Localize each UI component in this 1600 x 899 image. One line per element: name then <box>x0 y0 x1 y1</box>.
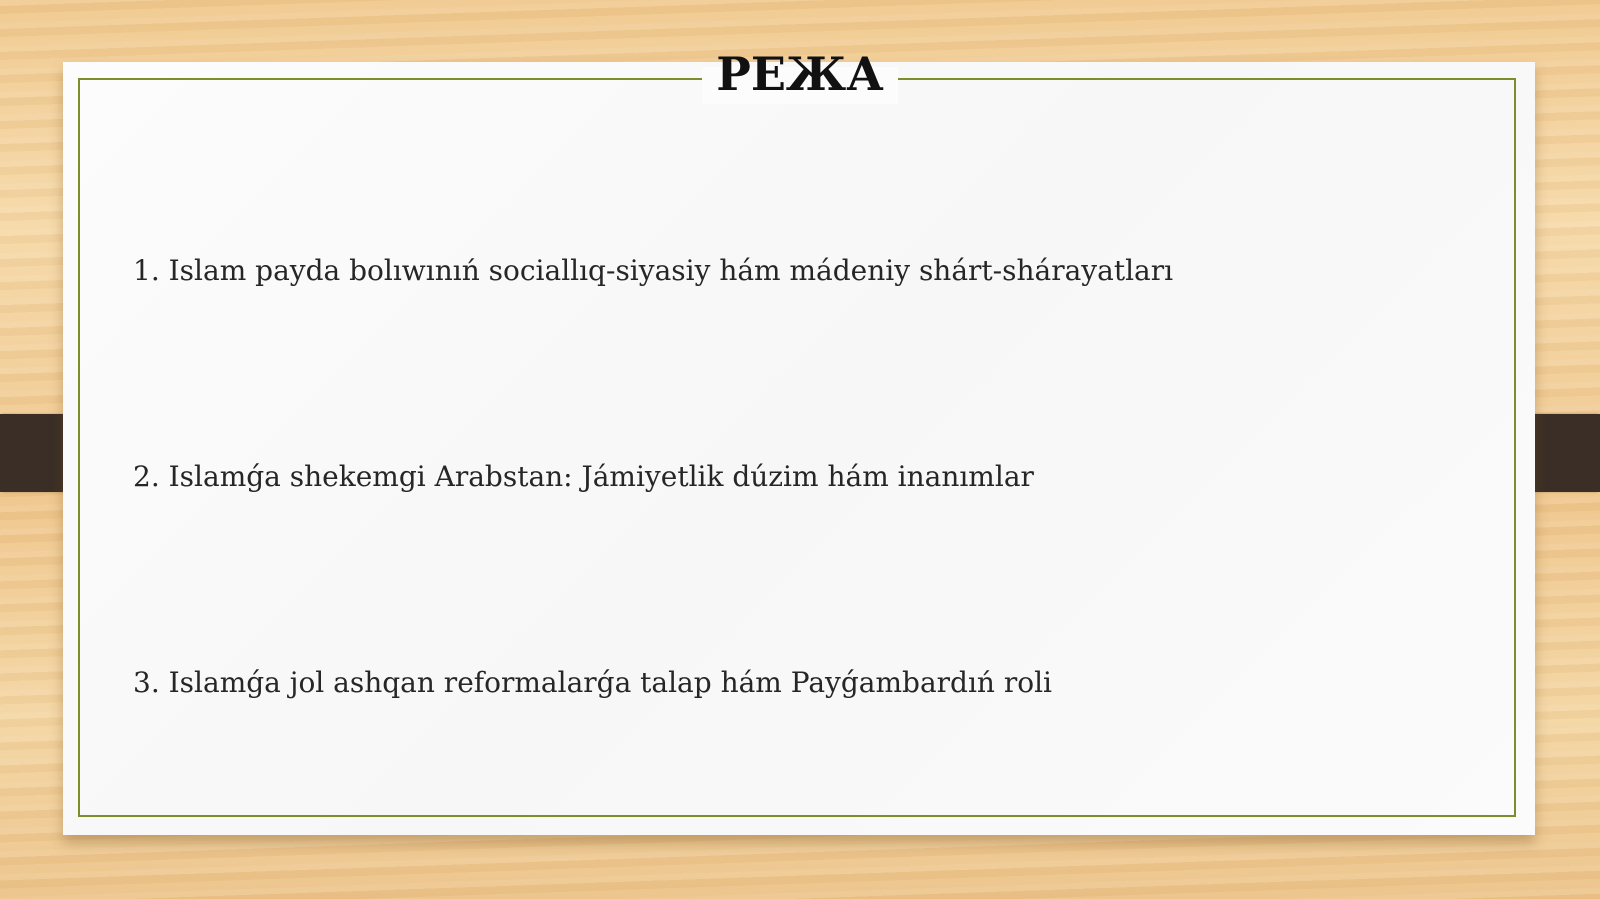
plan-item-3: 3. Islamǵa jol ashqan reformalarǵa talap hám Payǵambardıń roli <box>133 666 1052 699</box>
slide-title: РЕЖА <box>702 44 897 104</box>
inner-frame <box>78 78 1516 817</box>
plan-item-2: 2. Islamǵa shekemgi Arabstan: Jámiyetlik dúzim hám inanımlar <box>133 460 1034 493</box>
plan-item-1: 1. Islam payda bolıwınıń sociallıq-siyasiy hám mádeniy shárt-shárayatları <box>133 254 1174 287</box>
slide-card <box>63 62 1535 835</box>
